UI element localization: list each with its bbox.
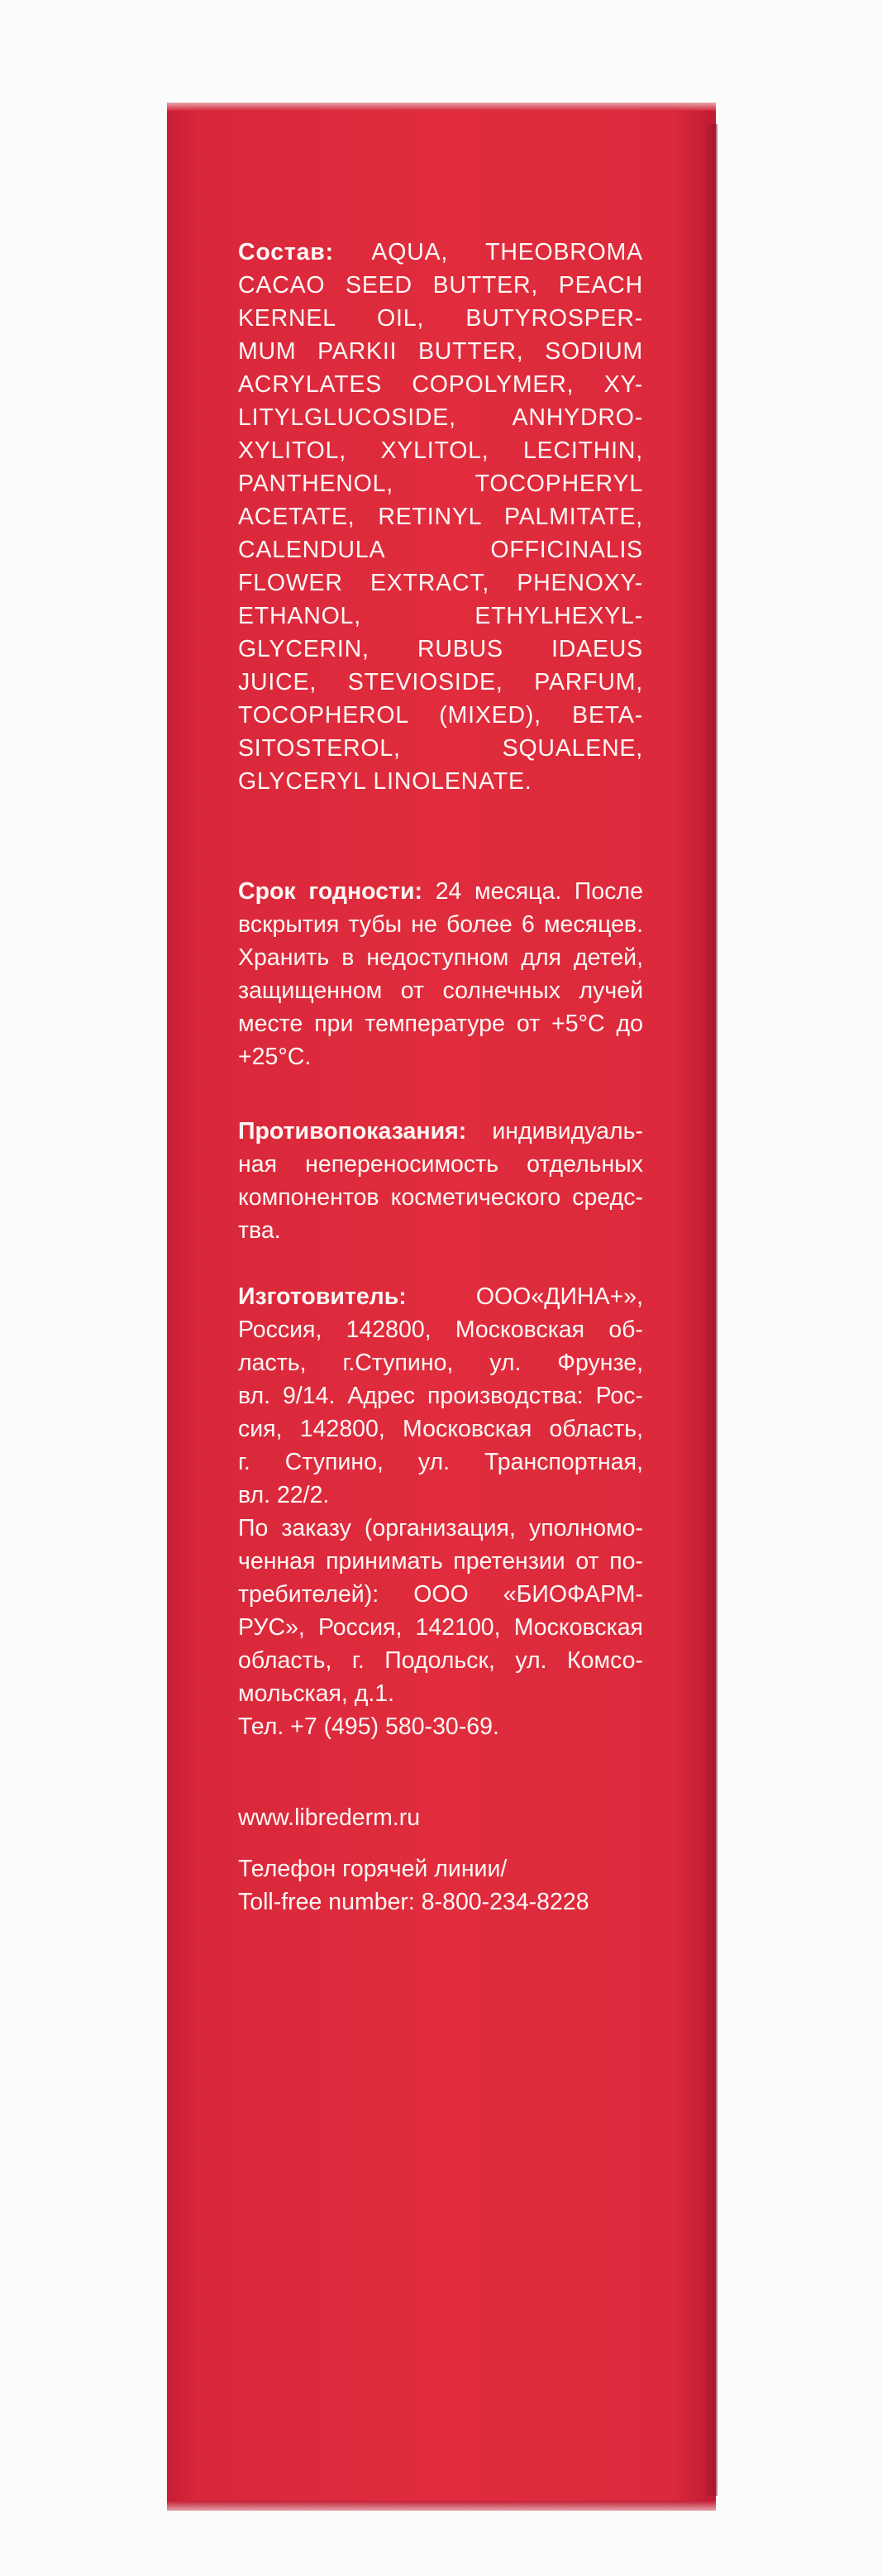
shelf-life-line: Хранить в недоступном для детей, [238, 944, 643, 971]
composition-line: MUM PARKII BUTTER, SODIUM [238, 338, 643, 365]
shelf-life-line: вскрытия тубы не более 6 месяцев. [238, 911, 643, 938]
manufacturer-line: мольская, д.1. [238, 1680, 395, 1707]
manufacturer-block [238, 1280, 643, 1743]
composition-line: ACETATE, RETINYL PALMITATE, [238, 504, 643, 530]
shelf-life-line: 24 месяца. После [435, 878, 643, 905]
box-top-edge [167, 103, 716, 111]
box-side-shadow [706, 124, 718, 2496]
composition-line: ETHANOL, ETHYLHEXYL- [238, 603, 643, 629]
manufacturer-line: область, г. Подольск, ул. Комсо- [238, 1647, 643, 1674]
composition-line: AQUA, THEOBROMA [371, 239, 643, 265]
contraindications-block [238, 1115, 643, 1247]
manufacturer-line: г. Ступино, ул. Транспортная, [238, 1449, 643, 1475]
composition-line: SITOSTEROL, SQUALENE, [238, 735, 643, 762]
composition-line: FLOWER EXTRACT, PHENOXY- [238, 570, 643, 596]
manufacturer-line: РУС», Россия, 142100, Московская [238, 1614, 643, 1641]
contraindications-line: ная непереносимость отдельных [238, 1151, 643, 1178]
contacts-block [238, 1801, 643, 1834]
manufacturer-line: сия, 142800, Московская область, [238, 1416, 643, 1442]
manufacturer-line: ласть, г.Ступино, ул. Фрунзе, [238, 1350, 643, 1376]
composition-line: KERNEL OIL, BUTYROSPER- [238, 305, 643, 332]
composition-line: CALENDULA OFFICINALIS [238, 537, 643, 563]
contraindications-line: индивидуаль- [492, 1118, 643, 1145]
shelf-life-line: защищенном от солнечных лучей [238, 977, 643, 1004]
composition-line: ACRYLATES COPOLYMER, XY- [238, 371, 643, 398]
hotline-label: Телефон горячей линии/ [238, 1856, 508, 1882]
box-bottom-edge [167, 2501, 716, 2511]
manufacturer-line: требителей): ООО «БИОФАРМ- [238, 1581, 643, 1608]
hotline-block [238, 1852, 643, 1919]
composition-line: LITYLGLUCOSIDE, ANHYDRO- [238, 404, 643, 431]
manufacturer-line: ООО«ДИНА+», [475, 1283, 643, 1310]
manufacturer-line: вл. 22/2. [238, 1482, 330, 1508]
composition-line: TOCOPHEROL (MIXED), BETA- [238, 702, 643, 729]
manufacturer-line: вл. 9/14. Адрес производства: Рос- [238, 1383, 643, 1409]
shelf-life-line: месте при температуре от +5°С до [238, 1011, 643, 1037]
shelf-life-block [238, 875, 643, 1073]
manufacturer-line: По заказу (организация, уполномо- [238, 1515, 643, 1541]
website-link: www.librederm.ru [238, 1804, 421, 1831]
composition-line: CACAO SEED BUTTER, PEACH [238, 272, 643, 299]
composition-line: GLYCERIN, RUBUS IDAEUS [238, 636, 643, 662]
contraindications-line: компонентов косметического средс- [238, 1184, 643, 1211]
contraindications-label: Противопоказания: [238, 1118, 467, 1145]
manufacturer-label: Изготовитель: [238, 1283, 407, 1310]
tollfree-number: Toll-free number: 8-800-234-8228 [238, 1889, 589, 1915]
composition-line: PANTHENOL, TOCOPHERYL [238, 471, 643, 497]
shelf-life-line: +25°С. [238, 1044, 312, 1070]
composition-line: GLYCERYL LINOLENATE. [238, 768, 532, 795]
composition-line: XYLITOL, XYLITOL, LECITHIN, [238, 437, 643, 464]
contraindications-line: тва. [238, 1217, 281, 1244]
manufacturer-line: Россия, 142800, Московская об- [238, 1317, 643, 1343]
composition-block [238, 236, 643, 798]
composition-line: JUICE, STEVIOSIDE, PARFUM, [238, 669, 643, 695]
manufacturer-line: ченная принимать претензии от по- [238, 1548, 643, 1575]
composition-label: Состав: [238, 239, 334, 265]
shelf-life-label: Срок годности: [238, 878, 423, 905]
manufacturer-line: Тел. +7 (495) 580-30-69. [238, 1713, 499, 1740]
